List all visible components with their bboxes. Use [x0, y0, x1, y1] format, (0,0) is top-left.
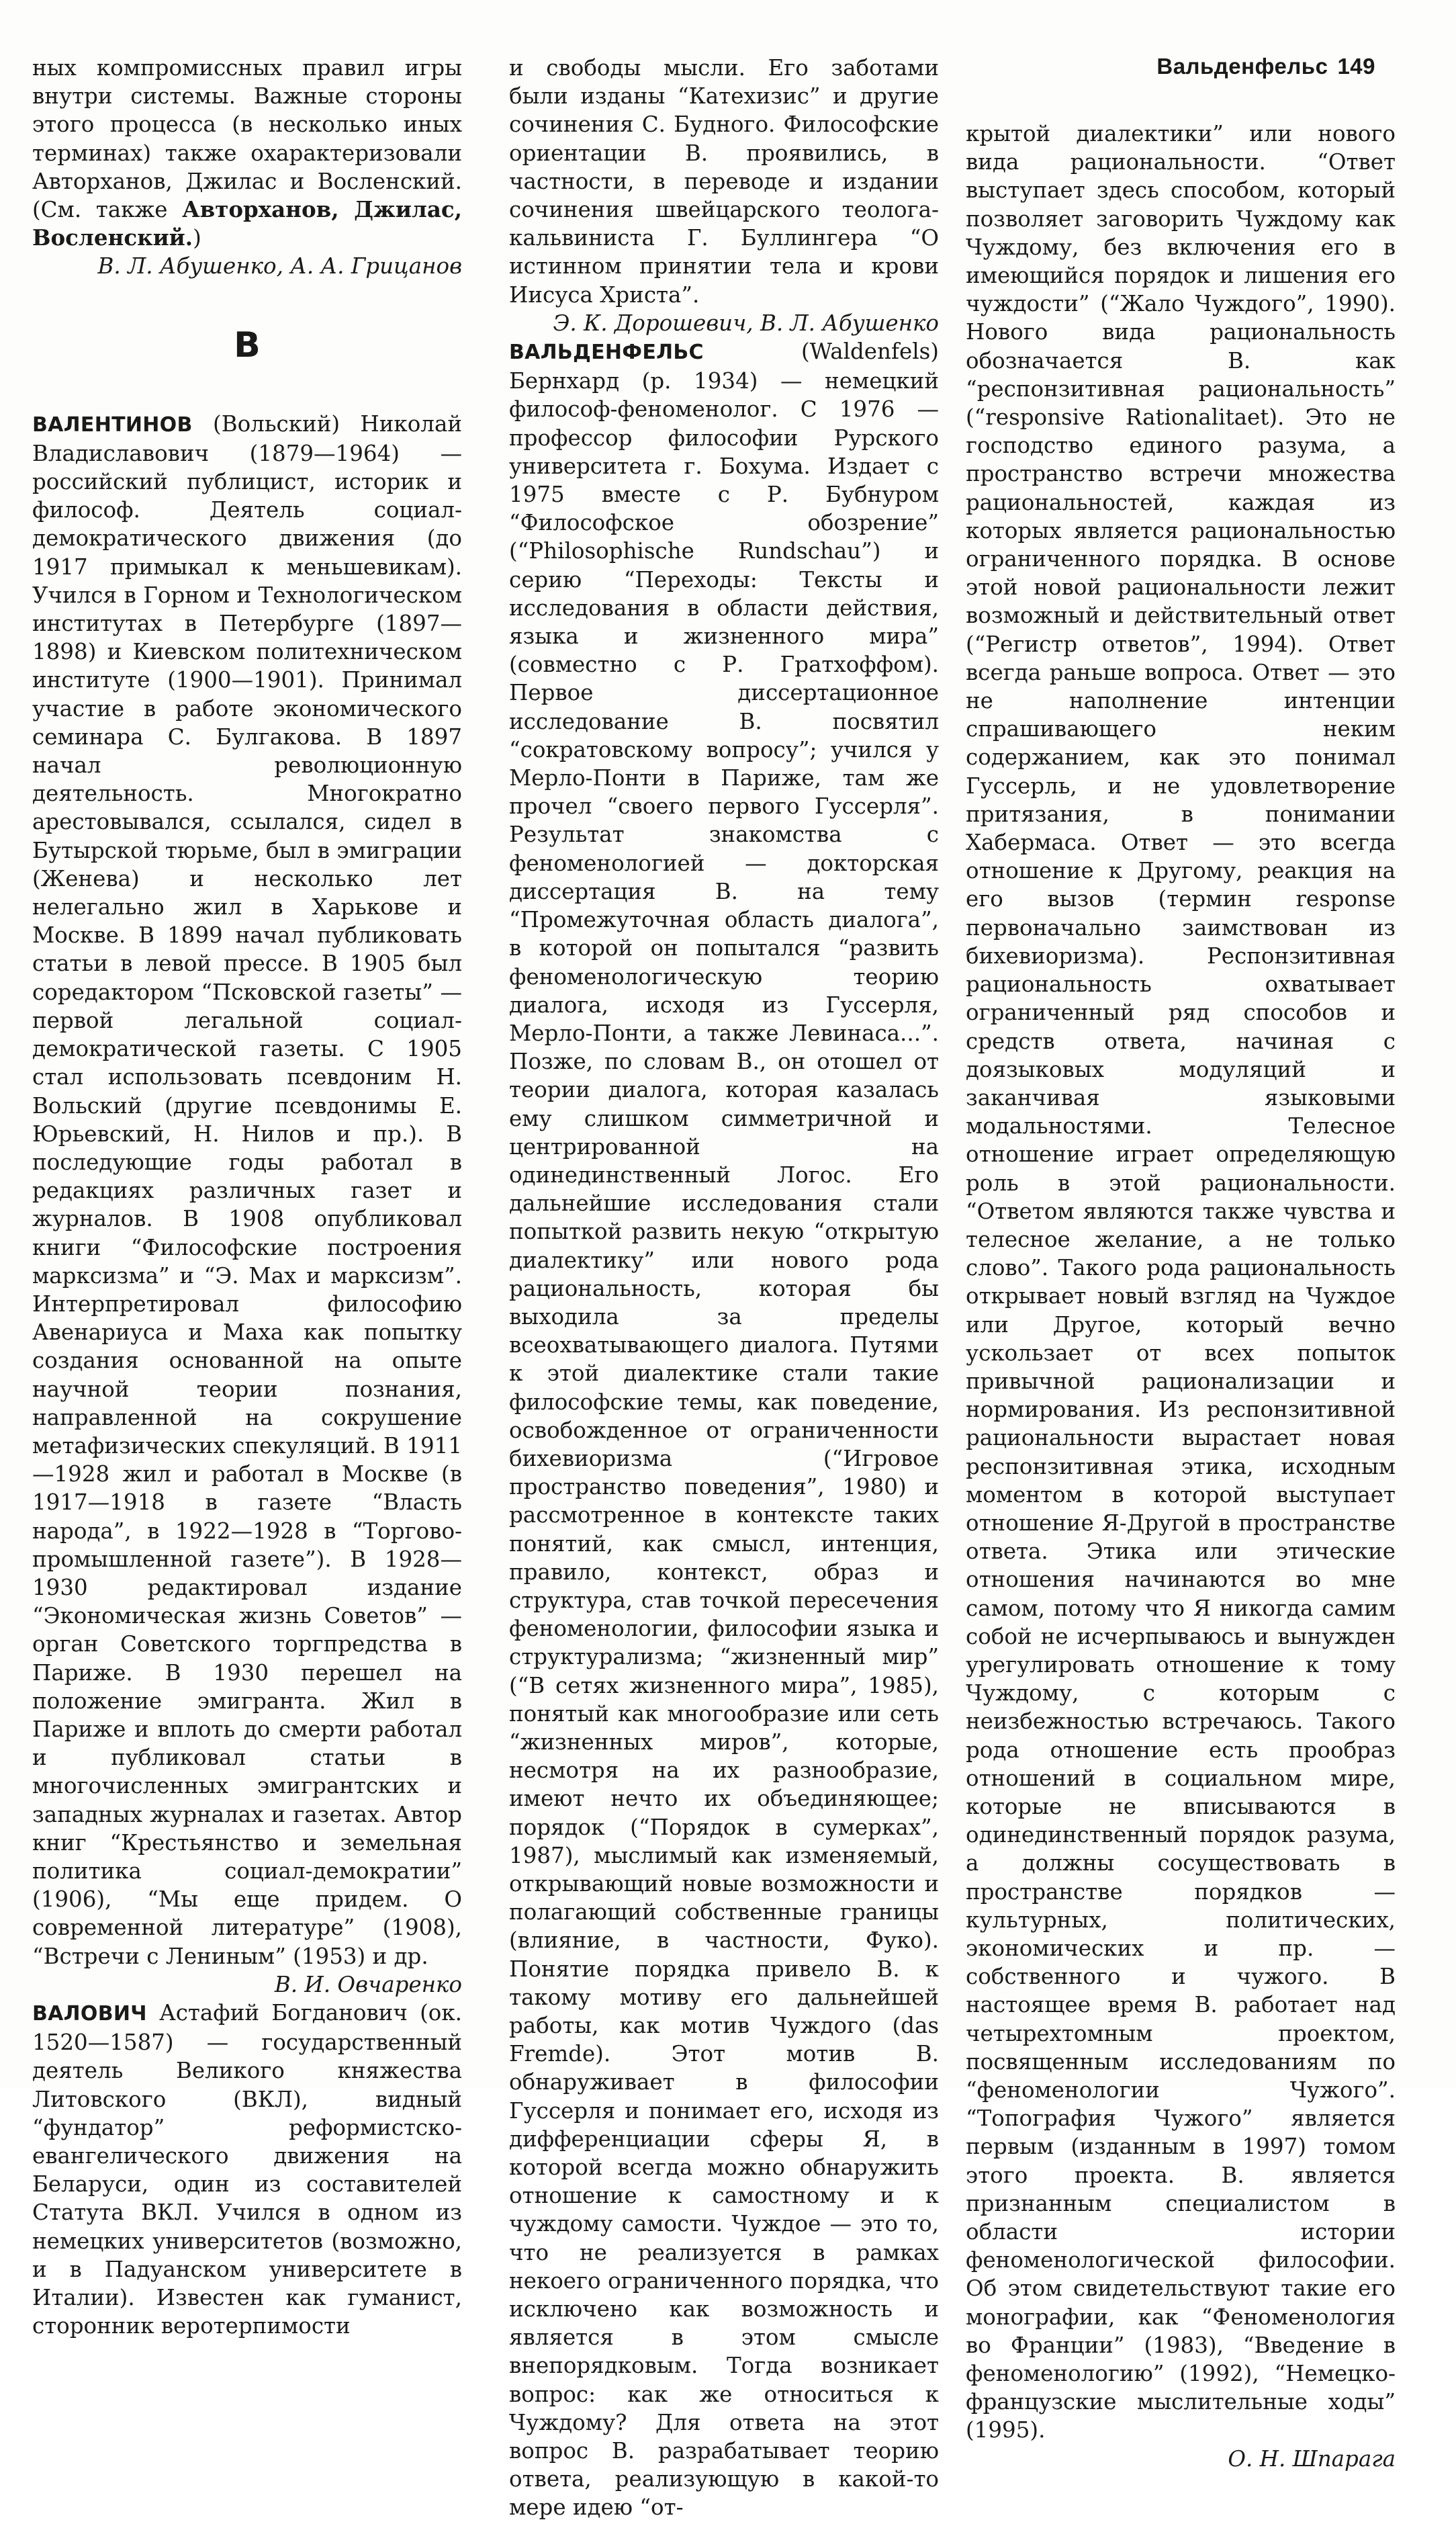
entry-author: Э. К. Дорошевич, В. Л. Абушенко [553, 310, 939, 336]
page-number: 149 [1337, 54, 1375, 79]
entry-waldenfels [509, 337, 939, 2522]
entry-text: Астафий Богданович (ок. 1520—1587) — государственный деятель Великого княжества Литовского (ВКЛ), видный “фундатор” реформистско-евангелического движения на Беларуси, один из составителей Статута ВКЛ. Учился в одном из немецких университетов (возможно, и в Падуанском университете в Италии). Известен как гуманист, сторонник веротерпимости [32, 2000, 462, 2339]
entry-author: В. И. Овчаренко [274, 1971, 462, 1997]
column-right [966, 120, 1396, 2473]
entry-valovich-continued: и свободы мысли. Его заботами были изданы “Катехизис” и другие сочинения С. Будного. Философские ориентации В. проявились, в частности, в переводе и издании сочинения швейцарского теолога-кальвиниста Г. Буллингера “О истинном принятии тела и крови Иисуса Христа”. [509, 55, 939, 308]
see-also-refs: Авторханов, Джилас, Восленский. [32, 196, 462, 251]
entry-waldenfels-continued: крытой диалектики” или нового вида рациональности. “Ответ выступает здесь способом, который позволяет заговорить Чуждому как Чуждому, без включения его в имеющийся порядок и лишения его чуждости” (“Жало Чуждого”, 1990). Нового вида рациональность обозначается В. как “респонзитивная рациональность” (“responsive Rationalitaet). Это не господство единого разума, а пространство встречи множества рациональностей, каждая из которых является рациональностью ограниченного порядка. В основе этой новой рациональности лежит возможный и действительный ответ (“Регистр ответов”, 1994). Ответ всегда раньше вопроса. Ответ — это не наполнение интенции спрашивающего неким содержанием, как это понимал Гуссерль, и не удовлетворение притязания, в понимании Хабермаса. Ответ — это всегда отношение к Другому, реакция на его вызов (термин response первоначально заимствован из бихевиоризма). Респонзитивная рациональность охватывает ограниченный ряд способов и средств ответа, начиная с доязыковых модуляций и заканчивая языковыми модальностями. Телесное отношение играет определяющую роль в этой рациональности. “Ответом являются также чувства и телесное желание, а не только слово”. Такого рода рациональность открывает новый взгляд на Чуждое или Другое, который вечно ускользает от всех попыток привычной рационализации и нормирования. Из респонзитивной рациональности вырастает новая респонзитивная этика, исходным моментом в которой выступает отношение Я-Другой в пространстве ответа. Этика или этические отношения начинаются во мне самом, потому что Я никогда самим собой не исчерпываюсь и вынужден урегулировать отношение к тому Чуждому, с которым с неизбежностью встречаюсь. Такого рода отношение есть прообраз отношений в социальном мире, которые не вписываются в одинединственный порядок разума, а должны сосуществовать в пространстве порядков — культурных, политических, экономических и пр. — собственного и чужого. В настоящее время В. работает над четырехтомным проектом, посвященным исследованиям по “феноменологии Чужого”. “Топография Чужого” является первым (изданным в 1997) томом этого проекта. В. является признанным специалистом в области истории феноменологической философии. Об этом свидетельствуют такие его монографии, как “Феноменология во Франции” (1983), “Введение в феноменологию” (1992), “Немецко-французские мыслительные ходы” (1995). [966, 121, 1396, 2443]
headword: ВАЛЬДЕНФЕЛЬС [509, 341, 704, 365]
entry-author: О. Н. Шпарага [1228, 2445, 1396, 2472]
column-middle [509, 54, 939, 2522]
running-title: Вальденфельс [1156, 54, 1328, 79]
headword: ВАЛОВИЧ [32, 2002, 147, 2026]
entry-valentinov [32, 410, 462, 1970]
prev-entry-tail: ных компромиссных правил игры внутри системы. Важные стороны этого процесса (в несколько иных терминах) также охарактеризовали Авторханов, Джилас и Восленский. (См. также Авторханов, Джилас, Восленский.) [32, 55, 462, 251]
column-left [32, 54, 462, 2340]
running-head [1156, 54, 1375, 79]
headword: ВАЛЕНТИНОВ [32, 412, 193, 437]
entry-text: (Waldenfels) Бернхард (р. 1934) — немецкий философ-феноменолог. С 1976 — профессор философии Рурского университета г. Бохума. Издает с 1975 вместе с Р. Бубнуром “Философское обозрение” (“Philosophische Rundschau”) и серию “Переходы: Тексты и исследования в области действия, языка и жизненного мира” (совместно с Р. Гратхоффом). Первое диссертационное исследование В. посвятил “сократовскому вопросу”; учился у Мерло-Понти в Париже, там же прочел “своего первого Гуссерля”. Результат знакомства с феноменологией — докторская диссертация В. на тему “Промежуточная область диалога”, в которой он попытался “развить феноменологическую теорию диалога, исходя из Гуссерля, Мерло-Понти, а также Левинаса...”. Позже, по словам В., он отошел от теории диалога, которая казалась ему слишком симметричной и центрированной на одинединственный Логос. Его дальнейшие исследования стали попыткой развить некую “открытую диалектику” или нового рода рациональность, которая бы выходила за пределы всеохватывающего диалога. Путями к этой диалектике стали такие философские темы, как поведение, освобожденное от ограниченности бихевиоризма (“Игровое пространство поведения”, 1980) и рассмотренное в контексте таких понятий, как смысл, интенция, правило, контекст, образ и структура, став точкой пересечения феноменологии, философии языка и структурализма; “жизненный мир” (“В сетях жизненного мира”, 1985), понятый как многообразие или сеть “жизненных миров”, которые, несмотря на их разнообразие, имеют нечто их объединяющее; порядок (“Порядок в сумерках”, 1987), мыслимый как изменяемый, открывающий новые возможности и полагающий собственные границы (влияние, в частности, Фуко). Понятие порядка привело В. к такому мотиву его дальнейшей работы, как мотив Чуждого (das Fremde). Этот мотив В. обнаруживает в философии Гуссерля и понимает его, исходя из дифференциации сферы Я, в которой всегда можно обнаружить отношение к самостному и к чуждому самости. Чуждое — это то, что не реализуется в рамках некоего ограниченного порядка, что исключено как возможность и является в этом смысле внепорядковым. Тогда возникает вопрос: как же относиться к Чуждому? Для ответа на этот вопрос В. разрабатывает теорию ответа, реализующую в какой-то мере идею “от- [509, 339, 939, 2521]
entry-text: (Вольский) Николай Владиславович (1879—1964) — российский публицист, историк и философ. Деятель социал-демократического движения (до 1917 примыкал к меньшевикам). Учился в Горном и Технологическом институтах в Петербурге (1897—1898) и Киевском политехническом институте (1900—1901). Принимал участие в работе экономического семинара С. Булгакова. В 1897 начал революционную деятельность. Многократно арестовывался, ссылался, сидел в Бутырской тюрьме, был в эмиграции (Женева) и несколько лет нелегально жил в Харькове и Москве. В 1899 начал публиковать статьи в левой прессе. В 1905 был соредактором “Псковской газеты” — первой легальной социал-демократической газеты. С 1905 стал использовать псевдоним Н. Вольский (другие псевдонимы Е. Юрьевский, Н. Нилов и пр.). В последующие годы работал в редакциях различных газет и журналов. В 1908 опубликовал книги “Философские построения марксизма” и “Э. Мах и марксизм”. Интерпретировал философию Авенариуса и Маха как попытку создания основанной на опыте научной теории познания, направленной на сокрушение метафизических спекуляций. В 1911—1928 жил и работал в Москве (в 1917—1918 в газете “Власть народа”, в 1922—1928 в “Торгово-промышленной газете”). В 1928—1930 редактировал издание “Экономическая жизнь Советов” — орган Советского торгпредства в Париже. В 1930 перешел на положение эмигранта. Жил в Париже и вплоть до смерти работал и публиковал статьи в многочисленных эмигрантских и западных журналах и газетах. Автор книг “Крестьянство и земельная политика социал-демократии” (1906), “Мы еще придем. О современной литературе” (1908), “Встречи с Лениным” (1953) и др. [32, 410, 462, 1969]
entry-valovich [32, 1999, 462, 2340]
entry-author: В. Л. Абушенко, А. А. Грицанов [97, 253, 462, 279]
section-letter: В [234, 324, 261, 365]
